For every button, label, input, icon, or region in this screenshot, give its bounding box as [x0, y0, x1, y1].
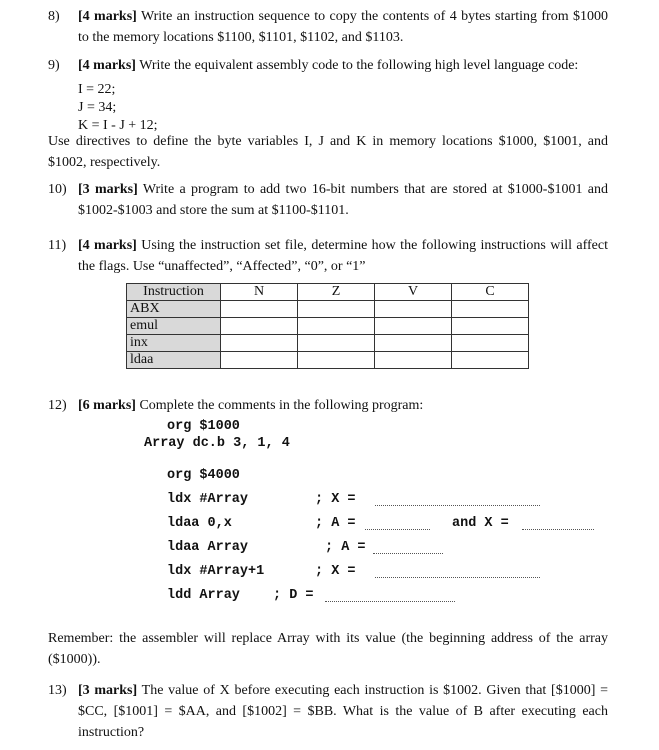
answer-cell[interactable] [221, 301, 298, 318]
marks-label: [4 marks] [78, 238, 137, 253]
question-12 [48, 395, 608, 416]
code-line: I = 22; [78, 82, 116, 97]
question-number: 13) [48, 683, 67, 698]
program-instruction: ldx #Array [167, 492, 249, 507]
code-line: J = 34; [78, 100, 117, 115]
program-instruction: ldd Array [167, 588, 240, 603]
table-row [127, 352, 529, 369]
question-number: 11) [48, 238, 67, 253]
program-comment: ; X = [315, 492, 356, 507]
marks-label: [4 marks] [78, 9, 137, 24]
program-comment: ; X = [315, 564, 356, 579]
program-instruction: ldaa 0,x [167, 516, 232, 531]
remember-note: Remember: the assembler will replace Array with its value (the beginning address of the array ($1000)). [48, 631, 608, 667]
row-label: inx [127, 335, 221, 352]
org-directive: org $1000 [167, 419, 240, 434]
answer-blank[interactable] [375, 577, 540, 578]
row-label: ldaa [127, 352, 221, 369]
question-10 [48, 179, 608, 221]
answer-cell[interactable] [452, 301, 529, 318]
program-comment: ; A = [315, 516, 356, 531]
answer-blank[interactable] [325, 601, 455, 602]
program-comment-extra: and X = [452, 516, 509, 531]
hll-code [78, 81, 158, 135]
question-9-directive-text: Use directives to define the byte variables I, J and K in memory locations $1000, $1001, and $1002, respectively. [48, 134, 608, 170]
answer-cell[interactable] [298, 335, 375, 352]
answer-cell[interactable] [298, 318, 375, 335]
answer-cell[interactable] [375, 352, 452, 369]
flags-table [126, 283, 529, 369]
answer-cell[interactable] [221, 318, 298, 335]
answer-cell[interactable] [375, 301, 452, 318]
table-row [127, 335, 529, 352]
question-number: 10) [48, 182, 67, 197]
question-text: The value of X before executing each instruction is $1002. Given that [$1000] = $CC, [$1001] = $AA, and [$1002] = $BB. What is the value of B after executing each instruction? [78, 683, 608, 740]
question-text: Write the equivalent assembly code to the following high level language code: [139, 58, 579, 73]
answer-blank[interactable] [365, 529, 430, 530]
answer-cell[interactable] [221, 352, 298, 369]
column-header: V [375, 284, 452, 301]
org-directive: org $4000 [167, 468, 240, 483]
question-number: 9) [48, 58, 60, 73]
row-label: emul [127, 318, 221, 335]
marks-label: [3 marks] [78, 182, 138, 197]
answer-cell[interactable] [298, 352, 375, 369]
question-text: Using the instruction set file, determine how the following instructions will affect the flags. Use “unaffected”, “Affected”, “0”, or “1” [78, 238, 608, 274]
column-header: N [221, 284, 298, 301]
answer-cell[interactable] [452, 318, 529, 335]
column-header: Z [298, 284, 375, 301]
question-number: 8) [48, 9, 60, 24]
question-text: Write an instruction sequence to copy the contents of 4 bytes starting from $1000 to the memory locations $1100, $1101, $1102, and $1103. [78, 9, 608, 45]
marks-label: [4 marks] [78, 58, 136, 73]
answer-cell[interactable] [452, 335, 529, 352]
answer-cell[interactable] [452, 352, 529, 369]
answer-blank[interactable] [522, 529, 594, 530]
answer-blank[interactable] [373, 553, 443, 554]
marks-label: [6 marks] [78, 398, 136, 413]
question-9 [48, 55, 608, 76]
answer-cell[interactable] [375, 318, 452, 335]
question-13 [48, 680, 608, 743]
program-comment: ; A = [325, 540, 366, 555]
column-header: C [452, 284, 529, 301]
question-text: Write a program to add two 16-bit numbers that are stored at $1000-$1001 and $1002-$1003 and store the sum at $1100-$1101. [78, 182, 608, 218]
answer-cell[interactable] [375, 335, 452, 352]
question-8 [48, 6, 608, 48]
question-text: Complete the comments in the following program: [139, 398, 424, 413]
table-header-row [127, 284, 529, 301]
question-11 [48, 235, 608, 277]
column-header: Instruction [127, 284, 221, 301]
table-row [127, 301, 529, 318]
array-definition: Array dc.b 3, 1, 4 [144, 436, 290, 451]
answer-blank[interactable] [375, 505, 540, 506]
answer-cell[interactable] [298, 301, 375, 318]
answer-cell[interactable] [221, 335, 298, 352]
program-instruction: ldaa Array [167, 540, 249, 555]
code-line: K = I - J + 12; [78, 118, 158, 133]
table-row [127, 318, 529, 335]
program-instruction: ldx #Array+1 [167, 564, 265, 579]
program-comment: ; D = [273, 588, 314, 603]
question-number: 12) [48, 398, 67, 413]
marks-label: [3 marks] [78, 683, 138, 698]
row-label: ABX [127, 301, 221, 318]
